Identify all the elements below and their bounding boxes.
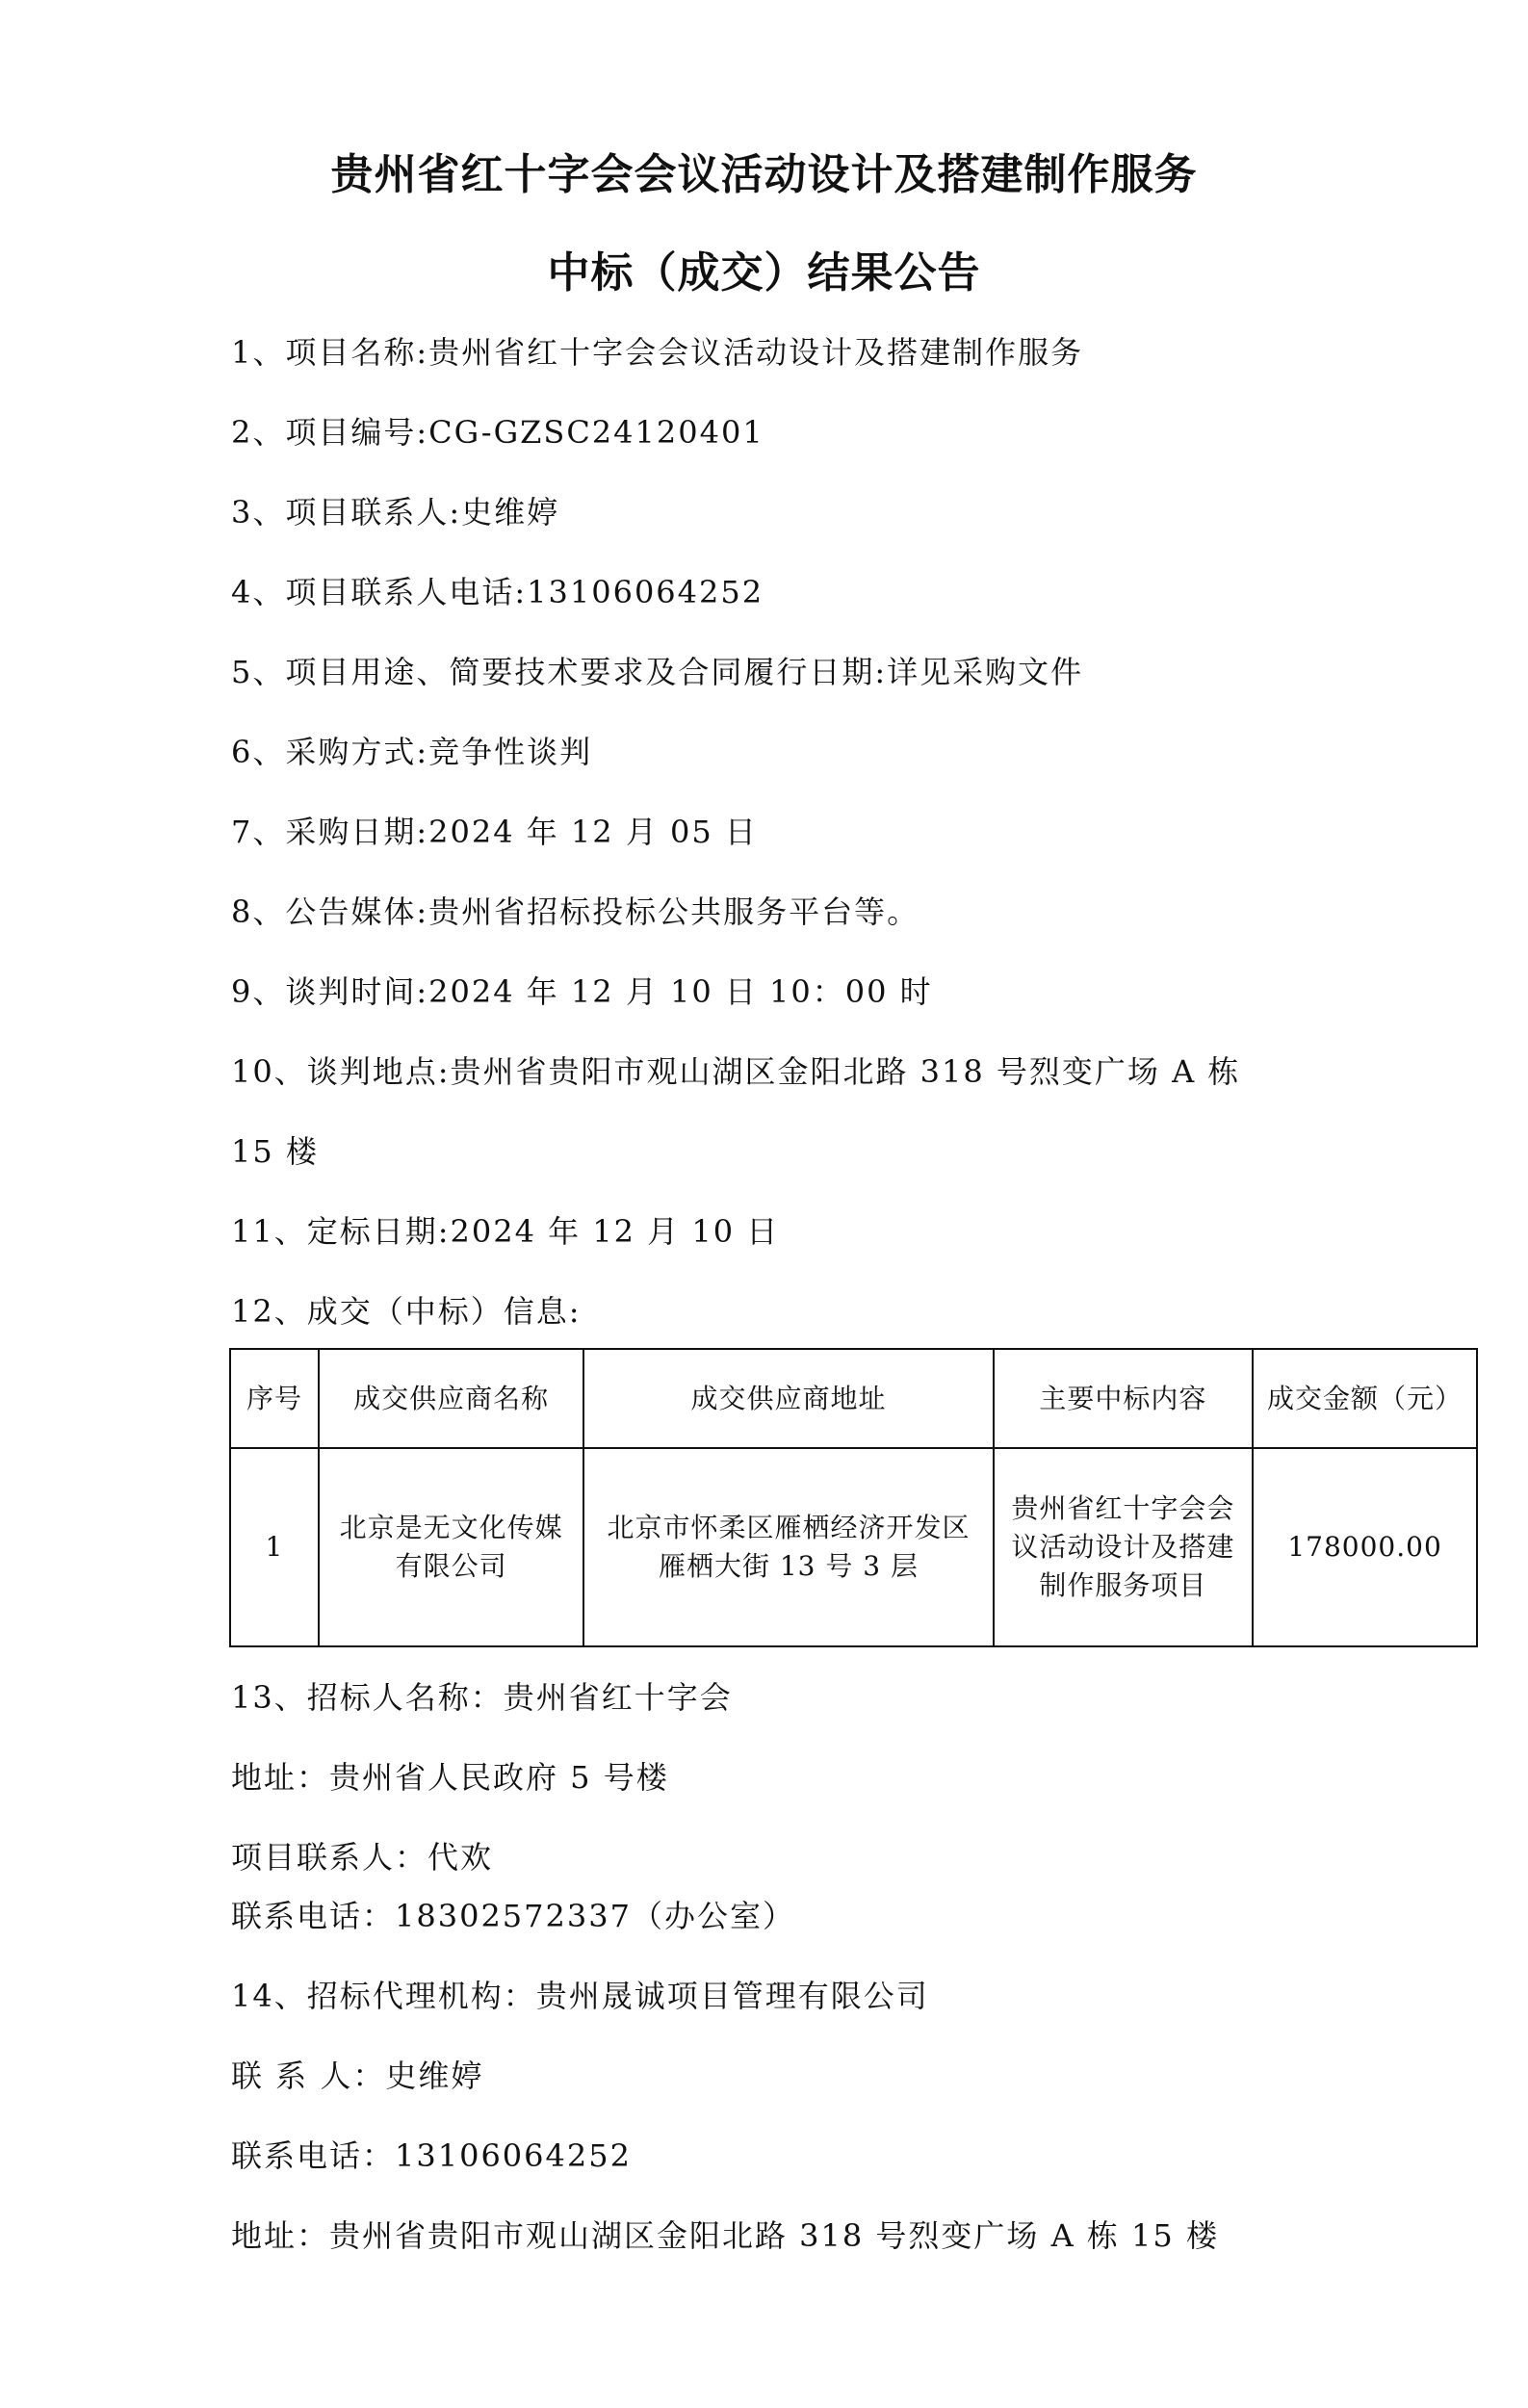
supplier-name-line: 北京是无文化传媒	[339, 1512, 563, 1543]
table-header-row	[230, 1349, 1477, 1448]
header-supplier-address: 成交供应商地址	[583, 1349, 993, 1448]
page-title: 贵州省红十字会会议活动设计及搭建制作服务	[330, 150, 1198, 199]
item-negotiation-time: 9、谈判时间:2024 年 12 月 10 日 10：00 时	[231, 973, 933, 1010]
cell-supplier-name	[319, 1448, 584, 1646]
item-agency-name: 14、招标代理机构：贵州晟诚项目管理有限公司	[231, 1978, 929, 2014]
main-content-line: 议活动设计及搭建	[1011, 1531, 1235, 1563]
item-procurement-method: 6、采购方式:竞争性谈判	[231, 734, 593, 770]
supplier-address-line: 雁栖大街 13 号 3 层	[658, 1550, 919, 1582]
cell-amount: 178000.00	[1253, 1448, 1477, 1646]
item-award-date: 11、定标日期:2024 年 12 月 10 日	[231, 1213, 780, 1250]
cell-supplier-address	[583, 1448, 993, 1646]
header-main-content: 主要中标内容	[994, 1349, 1254, 1448]
supplier-address-line: 北京市怀柔区雁栖经济开发区	[607, 1512, 971, 1543]
header-index: 序号	[230, 1349, 319, 1448]
item-contact-phone: 4、项目联系人电话:13106064252	[231, 574, 764, 610]
item-project-number: 2、项目编号:CG-GZSC24120401	[231, 414, 764, 451]
award-table	[229, 1348, 1478, 1647]
main-content-line: 制作服务项目	[1039, 1569, 1207, 1601]
tenderer-address: 地址：贵州省人民政府 5 号楼	[231, 1759, 669, 1796]
item-award-info: 12、成交（中标）信息:	[231, 1293, 582, 1330]
item-negotiation-location-cont: 15 楼	[231, 1133, 319, 1170]
agency-address: 地址：贵州省贵阳市观山湖区金阳北路 318 号烈变广场 A 栋 15 楼	[231, 2217, 1219, 2254]
cell-main-content	[994, 1448, 1254, 1646]
item-announcement-media: 8、公告媒体:贵州省招标投标公共服务平台等。	[231, 893, 920, 930]
agency-phone: 联系电话：13106064252	[231, 2137, 632, 2174]
agency-contact: 联 系 人：史维婷	[231, 2058, 484, 2094]
table-row	[230, 1448, 1477, 1646]
item-tenderer-name: 13、招标人名称：贵州省红十字会	[231, 1679, 733, 1716]
item-procurement-date: 7、采购日期:2024 年 12 月 05 日	[231, 814, 758, 850]
tenderer-contact: 项目联系人：代欢	[231, 1839, 494, 1876]
supplier-name-line: 有限公司	[395, 1550, 507, 1582]
item-negotiation-location: 10、谈判地点:贵州省贵阳市观山湖区金阳北路 318 号烈变广场 A 栋	[231, 1053, 1241, 1090]
page-subtitle: 中标（成交）结果公告	[547, 248, 981, 298]
header-amount: 成交金额（元）	[1253, 1349, 1477, 1448]
tenderer-phone: 联系电话：18302572337（办公室）	[231, 1898, 795, 1934]
cell-index: 1	[230, 1448, 319, 1646]
item-project-name: 1、项目名称:贵州省红十字会会议活动设计及搭建制作服务	[231, 334, 1084, 371]
main-content-line: 贵州省红十字会会	[1011, 1492, 1235, 1524]
item-project-contact: 3、项目联系人:史维婷	[231, 494, 560, 531]
header-supplier-name: 成交供应商名称	[319, 1349, 584, 1448]
item-project-purpose: 5、项目用途、简要技术要求及合同履行日期:详见采购文件	[231, 654, 1084, 690]
